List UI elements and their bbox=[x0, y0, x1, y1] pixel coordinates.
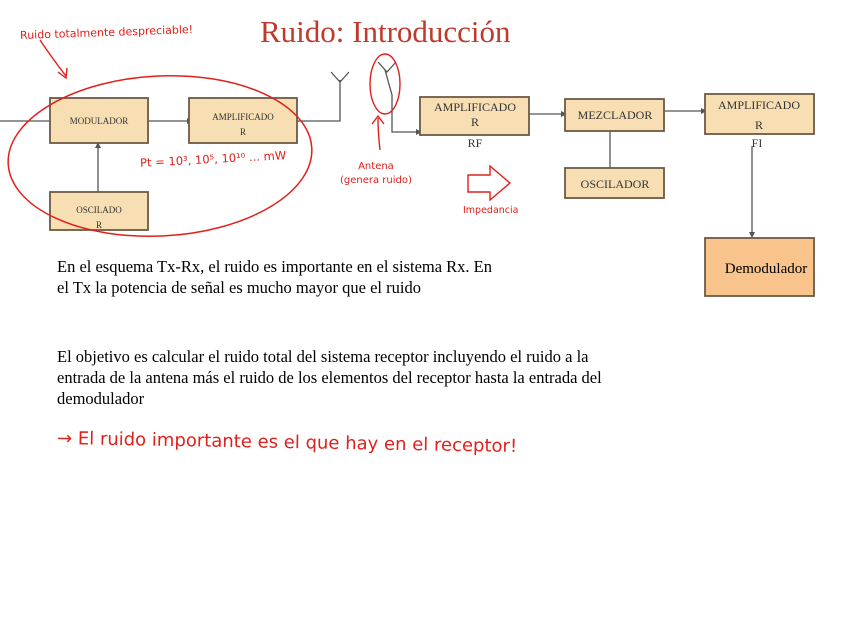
slide-title: Ruido: Introducción bbox=[260, 14, 511, 49]
amplificador-rf-label: AMPLIFICADO bbox=[433, 100, 517, 114]
top-left-note: Ruido totalmente despreciable! bbox=[19, 22, 194, 43]
svg-text:R: R bbox=[470, 115, 480, 129]
antenna-note-line1: Antena bbox=[358, 161, 394, 172]
svg-text:R: R bbox=[754, 118, 764, 132]
svg-text:R: R bbox=[239, 127, 247, 137]
bottom-note: → El ruido importante es el que hay en el receptor! bbox=[56, 427, 518, 458]
paragraph-1-line1: En el esquema Tx-Rx, el ruido es importante en el sistema Rx. En bbox=[57, 257, 493, 276]
paragraph-2-line3: demodulador bbox=[57, 389, 145, 408]
demodulador-label: Demodulador bbox=[724, 261, 808, 277]
modulador-label: MODULADOR bbox=[69, 116, 129, 126]
antenna-icon bbox=[331, 62, 396, 82]
paragraph-2 bbox=[57, 346, 602, 409]
rf-label: RF bbox=[467, 136, 483, 150]
paragraph-2-line1: El objetivo es calcular el ruido total del sistema receptor incluyendo el ruido a la bbox=[57, 347, 589, 366]
power-note: Pt = 10³, 10⁵, 10¹⁰ ... mW bbox=[139, 148, 287, 170]
paragraph-2-line2: entrada de la antena más el ruido de los elementos del receptor hasta la entrada del bbox=[57, 368, 602, 387]
fi-label: FI bbox=[751, 136, 763, 150]
oscilador-rx-label: OSCILADOR bbox=[580, 177, 650, 191]
antenna-note-line2: (genera ruido) bbox=[340, 175, 412, 186]
paragraph-1 bbox=[57, 256, 492, 298]
antenna-circle bbox=[370, 54, 400, 114]
impedance-arrow-icon bbox=[468, 166, 510, 200]
mezclador-label: MEZCLADOR bbox=[577, 108, 653, 122]
oscilador-tx-label: OSCILADO bbox=[76, 205, 122, 215]
paragraph-1-line2: el Tx la potencia de señal es mucho mayor que el ruido bbox=[57, 278, 421, 297]
impedance-note: Impedancia bbox=[463, 205, 519, 216]
svg-text:R: R bbox=[95, 220, 103, 230]
amplificador-fi-label: AMPLIFICADO bbox=[717, 98, 801, 112]
antenna-note bbox=[340, 160, 412, 188]
amplificador-tx-label: AMPLIFICADO bbox=[212, 112, 274, 122]
